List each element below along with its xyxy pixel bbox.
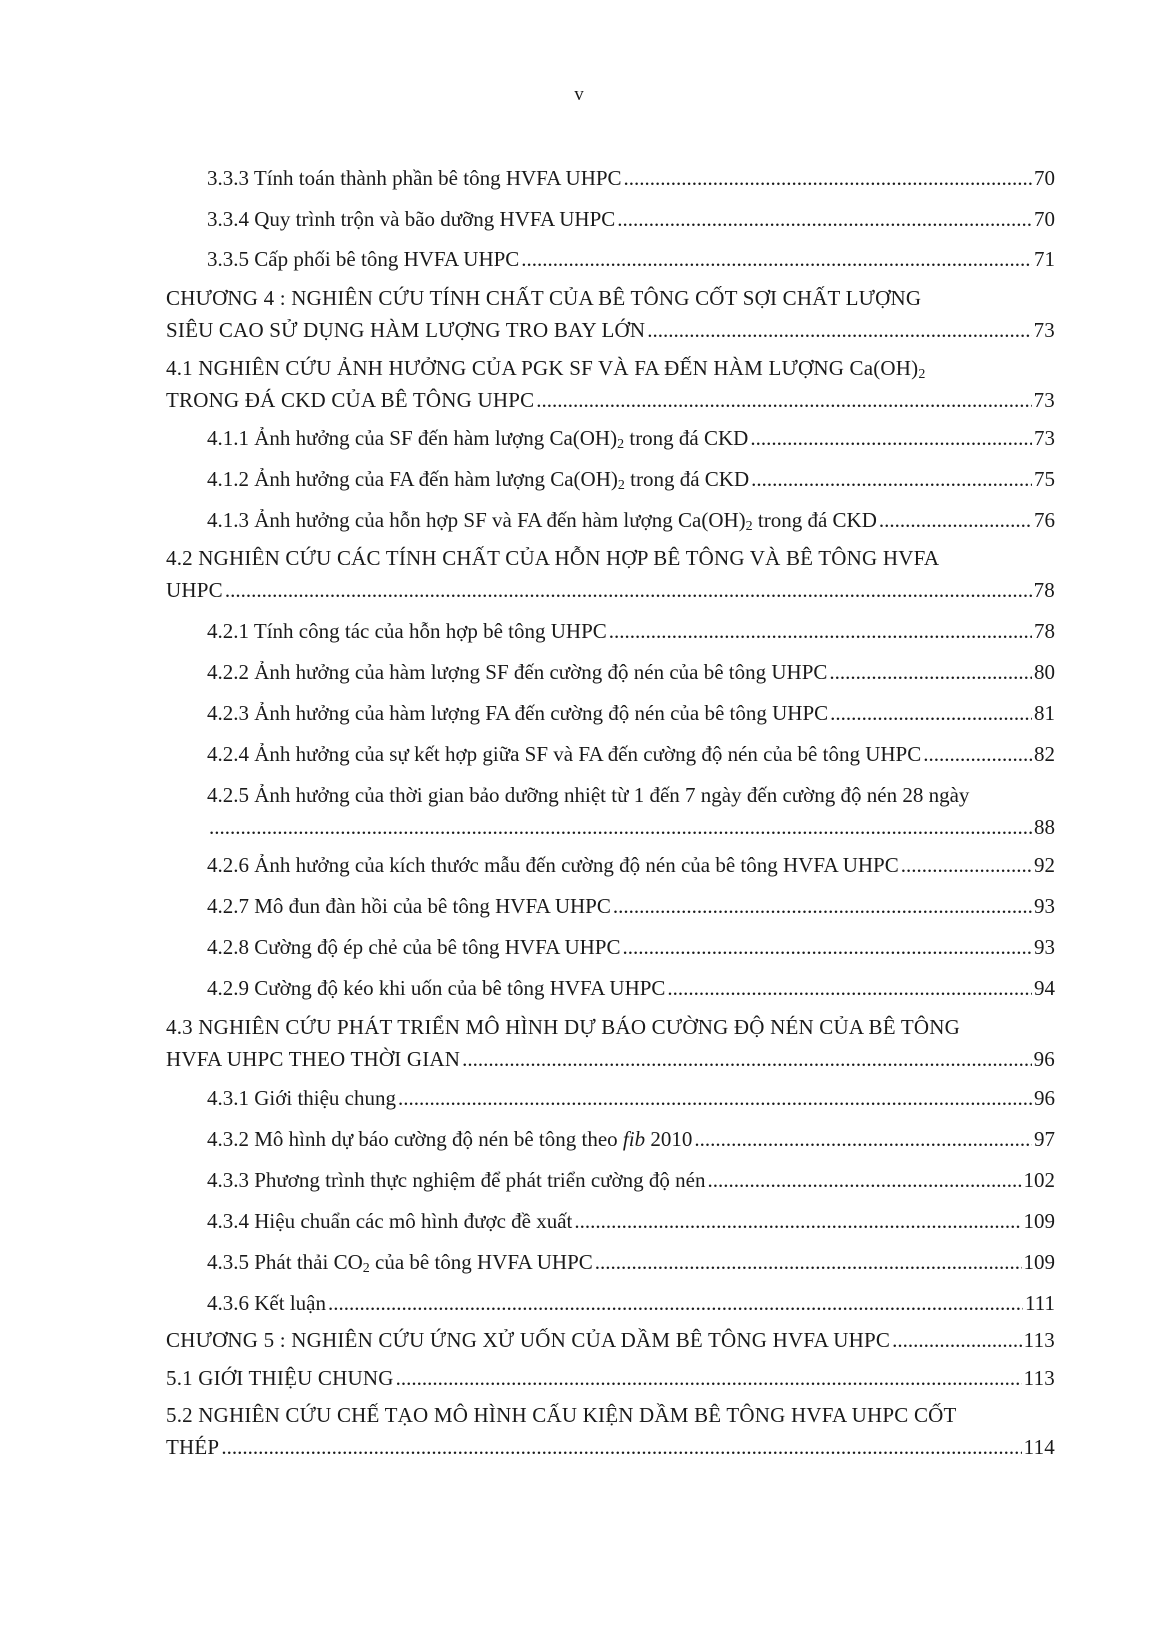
toc-entry-title: 4.2.2 Ảnh hưởng của hàm lượng SF đến cường độ nén của bê tông UHPC: [207, 660, 828, 684]
toc-entry-page: 97: [1034, 1127, 1055, 1151]
toc-entry[interactable]: [207, 1247, 1055, 1277]
toc-entry-page: 73: [1033, 318, 1055, 342]
toc-entry[interactable]: [207, 698, 1055, 728]
dot-leader: [647, 315, 1031, 345]
toc-entry-page: 70: [1034, 166, 1055, 190]
toc-entry-title: 4.3.2 Mô hình dự báo cường độ nén bê tông theo fib 2010: [207, 1127, 693, 1151]
toc-entry-page: 96: [1034, 1086, 1055, 1110]
toc-entry-page: 88: [1034, 815, 1055, 839]
toc-entry-page: 73: [1034, 426, 1055, 450]
toc-entry[interactable]: [207, 1165, 1055, 1195]
toc-entry[interactable]: [207, 204, 1055, 234]
toc-entry-page: 78: [1034, 619, 1055, 643]
toc-entry-title-line1: 4.1 NGHIÊN CỨU ẢNH HƯỞNG CỦA PGK SF VÀ FA ĐẾN HÀM LƯỢNG $Ca(OH)_2$: [166, 356, 926, 382]
toc-entry-title: 5.1 GIỚI THIỆU CHUNG: [166, 1366, 394, 1390]
toc-entry-title-line1: 5.2 NGHIÊN CỨU CHẾ TẠO MÔ HÌNH CẤU KIỆN DẦM BÊ TÔNG HVFA UHPC CỐT: [166, 1403, 957, 1427]
toc-entry-page: 113: [1023, 1366, 1055, 1390]
toc-entry-page: 113: [1023, 1328, 1055, 1352]
dot-leader: [624, 163, 1032, 193]
dot-leader: [574, 1206, 1021, 1236]
dot-leader: [225, 575, 1032, 605]
toc-entry-title-line1: 4.3 NGHIÊN CỨU PHÁT TRIỂN MÔ HÌNH DỰ BÁO CƯỜNG ĐỘ NÉN CỦA BÊ TÔNG: [166, 1015, 960, 1039]
toc-entry[interactable]: [207, 423, 1055, 453]
toc-entry[interactable]: [207, 973, 1055, 1003]
toc-entry-page: 75: [1034, 467, 1055, 491]
toc-entry-title: CHƯƠNG 5 : NGHIÊN CỨU ỨNG XỬ UỐN CỦA DẦM BÊ TÔNG HVFA UHPC: [166, 1328, 891, 1352]
dot-leader: [879, 505, 1032, 535]
dot-leader: [667, 973, 1032, 1003]
dot-leader: [462, 1044, 1031, 1074]
toc-entry-title: 3.3.4 Quy trình trộn và bão dưỡng HVFA UHPC: [207, 207, 616, 231]
toc-entry[interactable]: [207, 1288, 1055, 1318]
dot-leader: [751, 464, 1032, 494]
toc-entry-title: 4.1.3 Ảnh hưởng của hỗn hợp SF và FA đến hàm lượng $Ca(OH)_2$ trong đá CKD: [207, 508, 877, 534]
toc-entry-title: 4.3.1 Giới thiệu chung: [207, 1086, 396, 1110]
toc-entry-page: 93: [1034, 935, 1055, 959]
toc-entry[interactable]: [207, 505, 1055, 535]
toc-entry-page: 76: [1034, 508, 1055, 532]
toc-entry-title: 4.2.8 Cường độ ép chẻ của bê tông HVFA UHPC: [207, 935, 621, 959]
toc-entry[interactable]: [207, 244, 1055, 274]
toc-entry[interactable]: [207, 891, 1055, 921]
dot-leader: [617, 204, 1032, 234]
dot-leader: [209, 812, 1032, 842]
dot-leader: [923, 739, 1032, 769]
toc-entry[interactable]: [207, 780, 1055, 842]
dot-leader: [221, 1432, 1021, 1462]
toc-entry-title: 4.2.4 Ảnh hưởng của sự kết hợp giữa SF và FA đến cường độ nén của bê tông UHPC: [207, 742, 922, 766]
toc-entry-title: 4.3.4 Hiệu chuẩn các mô hình được đề xuất: [207, 1209, 573, 1233]
toc-entry-title-line1: 4.2.5 Ảnh hưởng của thời gian bảo dưỡng nhiệt từ 1 đến 7 ngày đến cường độ nén 28 ngày: [207, 783, 970, 807]
dot-leader: [328, 1288, 1023, 1318]
toc-entry-title: UHPC: [166, 578, 223, 602]
toc-section-entry[interactable]: [166, 1400, 1055, 1462]
toc-entry-title: TRONG ĐÁ CKD CỦA BÊ TÔNG UHPC: [166, 388, 535, 412]
toc-entry-page: 70: [1034, 207, 1055, 231]
toc-entry-page: 78: [1033, 578, 1055, 602]
toc-entry-title: 4.3.6 Kết luận: [207, 1291, 326, 1315]
page-number: v: [574, 84, 584, 105]
toc-entry-title: 4.3.5 Phát thải $CO_2$ của bê tông HVFA UHPC: [207, 1250, 593, 1276]
toc-entry-title: 3.3.5 Cấp phối bê tông HVFA UHPC: [207, 247, 520, 271]
toc-entry-page: 92: [1034, 853, 1055, 877]
dot-leader: [609, 616, 1032, 646]
dot-leader: [830, 698, 1032, 728]
toc-entry-title: 4.2.6 Ảnh hưởng của kích thước mẫu đến cường độ nén của bê tông HVFA UHPC: [207, 853, 899, 877]
toc-section-entry[interactable]: [166, 353, 1055, 415]
dot-leader: [829, 657, 1032, 687]
toc-chapter-entry[interactable]: [166, 283, 1055, 345]
toc-entry-title: 3.3.3 Tính toán thành phần bê tông HVFA UHPC: [207, 166, 622, 190]
toc-entry[interactable]: [207, 464, 1055, 494]
dot-leader: [595, 1247, 1022, 1277]
dot-leader: [521, 244, 1032, 274]
dot-leader: [892, 1325, 1022, 1355]
toc-entry[interactable]: [207, 1124, 1055, 1154]
toc-entry-title-line1: 4.2 NGHIÊN CỨU CÁC TÍNH CHẤT CỦA HỖN HỢP BÊ TÔNG VÀ BÊ TÔNG HVFA: [166, 546, 940, 570]
dot-leader: [694, 1124, 1032, 1154]
dot-leader: [613, 891, 1032, 921]
toc-entry-title: 4.1.1 Ảnh hưởng của SF đến hàm lượng $Ca(OH)_2$ trong đá CKD: [207, 426, 749, 452]
toc-entry-page: 81: [1034, 701, 1055, 725]
toc-entry[interactable]: [207, 739, 1055, 769]
toc-chapter-entry[interactable]: [166, 1325, 1055, 1355]
toc-entry[interactable]: [207, 1083, 1055, 1113]
toc-section-entry[interactable]: [166, 1012, 1055, 1074]
toc-entry[interactable]: [207, 932, 1055, 962]
toc-entry-page: 114: [1023, 1435, 1055, 1459]
toc-entry-page: 80: [1034, 660, 1055, 684]
dot-leader: [398, 1083, 1032, 1113]
toc-entry-title: HVFA UHPC THEO THỜI GIAN: [166, 1047, 461, 1071]
toc-entry-page: 111: [1025, 1291, 1055, 1315]
toc-entry-title-line1: CHƯƠNG 4 : NGHIÊN CỨU TÍNH CHẤT CỦA BÊ TÔNG CỐT SỢI CHẤT LƯỢNG: [166, 286, 922, 310]
toc-entry-title: 4.3.3 Phương trình thực nghiệm để phát triển cường độ nén: [207, 1168, 706, 1192]
toc-entry-page: 82: [1034, 742, 1055, 766]
toc-entry-page: 109: [1023, 1250, 1055, 1274]
toc-entry[interactable]: [207, 616, 1055, 646]
toc-entry-page: 94: [1034, 976, 1055, 1000]
toc-entry[interactable]: [207, 1206, 1055, 1236]
dot-leader: [622, 932, 1032, 962]
toc-entry-page: 109: [1023, 1209, 1055, 1233]
dot-leader: [396, 1363, 1022, 1393]
toc-entry-page: 73: [1033, 388, 1055, 412]
toc-entry-title: THÉP: [166, 1435, 220, 1459]
toc-entry-title: SIÊU CAO SỬ DỤNG HÀM LƯỢNG TRO BAY LỚN: [166, 318, 646, 342]
toc-entry-title: 4.2.9 Cường độ kéo khi uốn của bê tông HVFA UHPC: [207, 976, 666, 1000]
dot-leader: [536, 385, 1031, 415]
toc-entry[interactable]: [207, 850, 1055, 880]
toc-entry-page: 93: [1034, 894, 1055, 918]
toc-entry-title: 4.2.1 Tính công tác của hỗn hợp bê tông UHPC: [207, 619, 607, 643]
toc-entry-title: 4.2.3 Ảnh hưởng của hàm lượng FA đến cường độ nén của bê tông UHPC: [207, 701, 829, 725]
dot-leader: [750, 423, 1032, 453]
toc-entry[interactable]: [207, 657, 1055, 687]
toc-section-entry[interactable]: [166, 543, 1055, 605]
toc-entry-title: 4.1.2 Ảnh hưởng của FA đến hàm lượng $Ca(OH)_2$ trong đá CKD: [207, 467, 750, 493]
dot-leader: [707, 1165, 1021, 1195]
toc-entry-page: 96: [1033, 1047, 1055, 1071]
toc-entry-title: 4.2.7 Mô đun đàn hồi của bê tông HVFA UHPC: [207, 894, 611, 918]
toc-entry-page: 102: [1023, 1168, 1055, 1192]
toc-entry-page: 71: [1034, 247, 1055, 271]
toc-entry[interactable]: [207, 163, 1055, 193]
toc-section-entry[interactable]: [166, 1363, 1055, 1393]
dot-leader: [901, 850, 1032, 880]
